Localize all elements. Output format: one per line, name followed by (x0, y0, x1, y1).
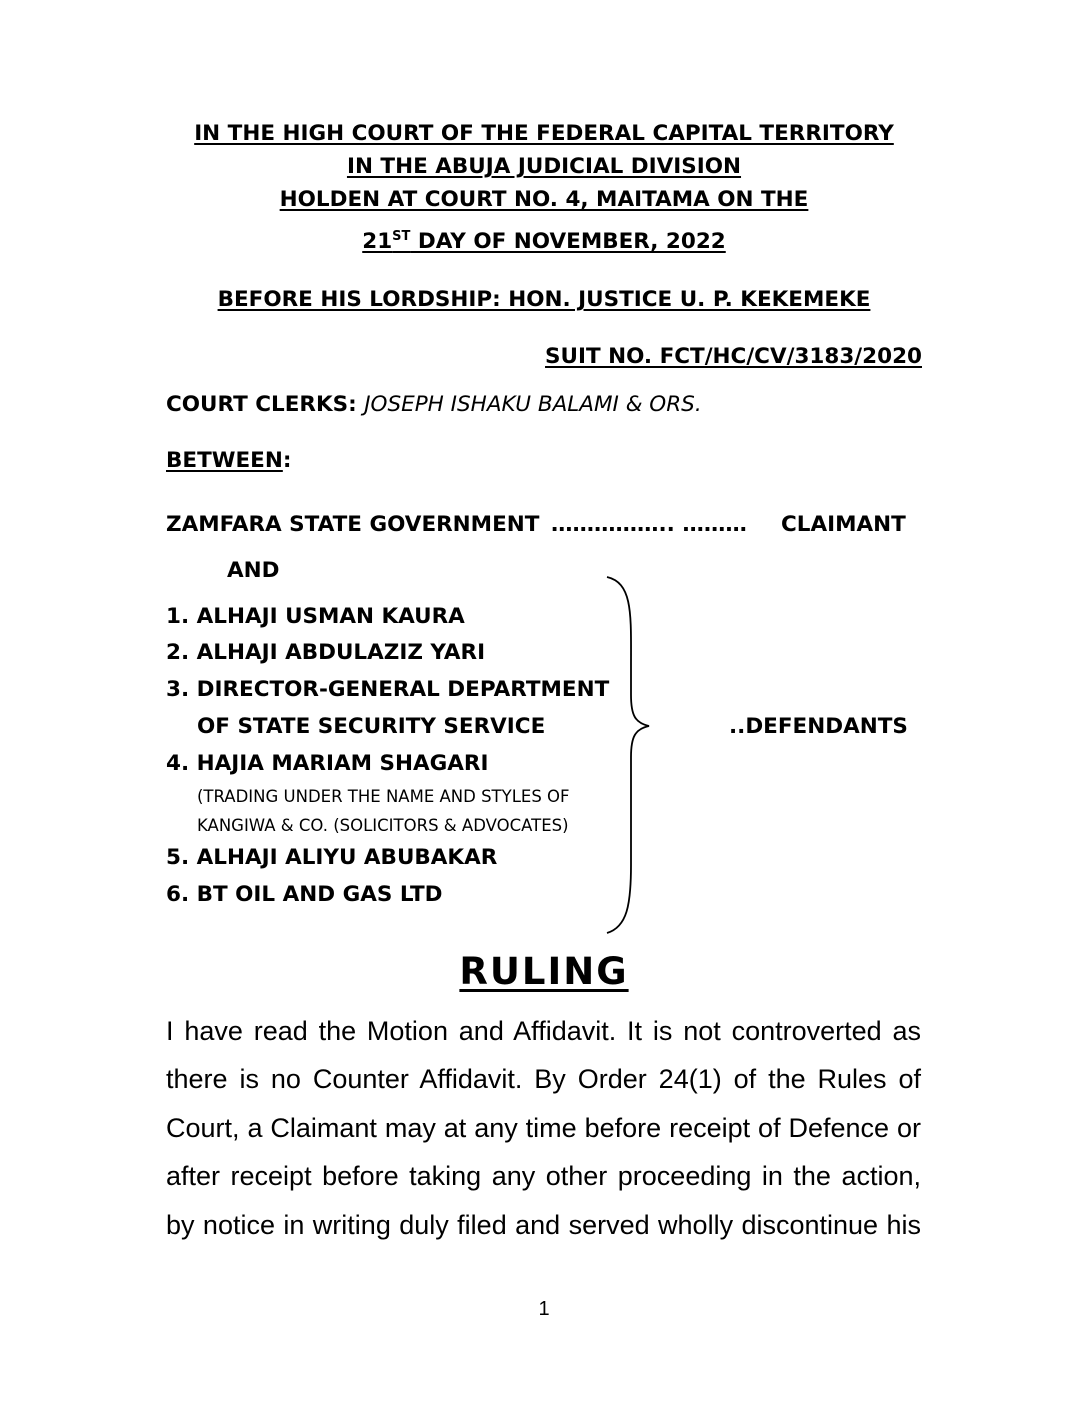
ruling-title: RULING (459, 950, 629, 993)
between-heading (166, 448, 291, 473)
court-heading-line-3: HOLDEN AT COURT NO. 4, MAITAMA ON THE (279, 187, 809, 212)
and-word: AND (227, 558, 280, 583)
body-line-2: there is no Counter Affidavit. By Order 24(1) of the Rules of (166, 1064, 921, 1094)
court-heading-line-1: IN THE HIGH COURT OF THE FEDERAL CAPITAL TERRITORY (194, 121, 894, 146)
date-ordinal: ST (392, 228, 411, 244)
defendant-2: 2. ALHAJI ABDULAZIZ YARI (166, 640, 486, 665)
claimant-dots: …………….. ……… (551, 512, 747, 537)
defendants-role: ..DEFENDANTS (729, 714, 908, 739)
defendant-6: 6. BT OIL AND GAS LTD (166, 882, 443, 907)
defendant-1: 1. ALHAJI USMAN KAURA (166, 604, 465, 629)
claimant-role: CLAIMANT (781, 512, 906, 537)
court-clerks (166, 392, 702, 417)
body-line-4: after receipt before taking any other proceeding in the action, (166, 1161, 921, 1191)
body-line-3: Court, a Claimant may at any time before receipt of Defence or (166, 1113, 921, 1143)
defendant-3: 3. DIRECTOR-GENERAL DEPARTMENT (166, 677, 610, 702)
between-label: BETWEEN (166, 448, 283, 473)
defendant-4-note-1: (TRADING UNDER THE NAME AND STYLES OF (197, 787, 570, 806)
defendant-3-cont: OF STATE SECURITY SERVICE (197, 714, 546, 739)
hearing-date (0, 229, 1088, 254)
defendant-4: 4. HAJIA MARIAM SHAGARI (166, 751, 489, 776)
body-line-1: I have read the Motion and Affidavit. It is not controverted as (166, 1016, 921, 1046)
court-clerks-names: JOSEPH ISHAKU BALAMI & ORS. (364, 392, 702, 417)
defendant-5: 5. ALHAJI ALIYU ABUBAKAR (166, 845, 498, 870)
body-line-5: by notice in writing duly filed and served wholly discontinue his (166, 1210, 921, 1240)
date-rest: DAY OF NOVEMBER, 2022 (410, 229, 726, 254)
court-clerks-label: COURT CLERKS: (166, 392, 357, 417)
suit-number: SUIT NO. FCT/HC/CV/3183/2020 (545, 344, 922, 369)
claimant-party: ZAMFARA STATE GOVERNMENT (166, 512, 540, 537)
judge-line: BEFORE HIS LORDSHIP: HON. JUSTICE U. P. KEKEMEKE (217, 287, 871, 312)
right-curly-brace (605, 575, 665, 935)
page-number: 1 (538, 1298, 550, 1320)
between-colon: : (282, 448, 292, 473)
defendant-4-note-2: KANGIWA & CO. (SOLICITORS & ADVOCATES) (197, 816, 569, 835)
court-heading-line-2: IN THE ABUJA JUDICIAL DIVISION (346, 154, 742, 179)
date-day: 21 (362, 229, 393, 254)
